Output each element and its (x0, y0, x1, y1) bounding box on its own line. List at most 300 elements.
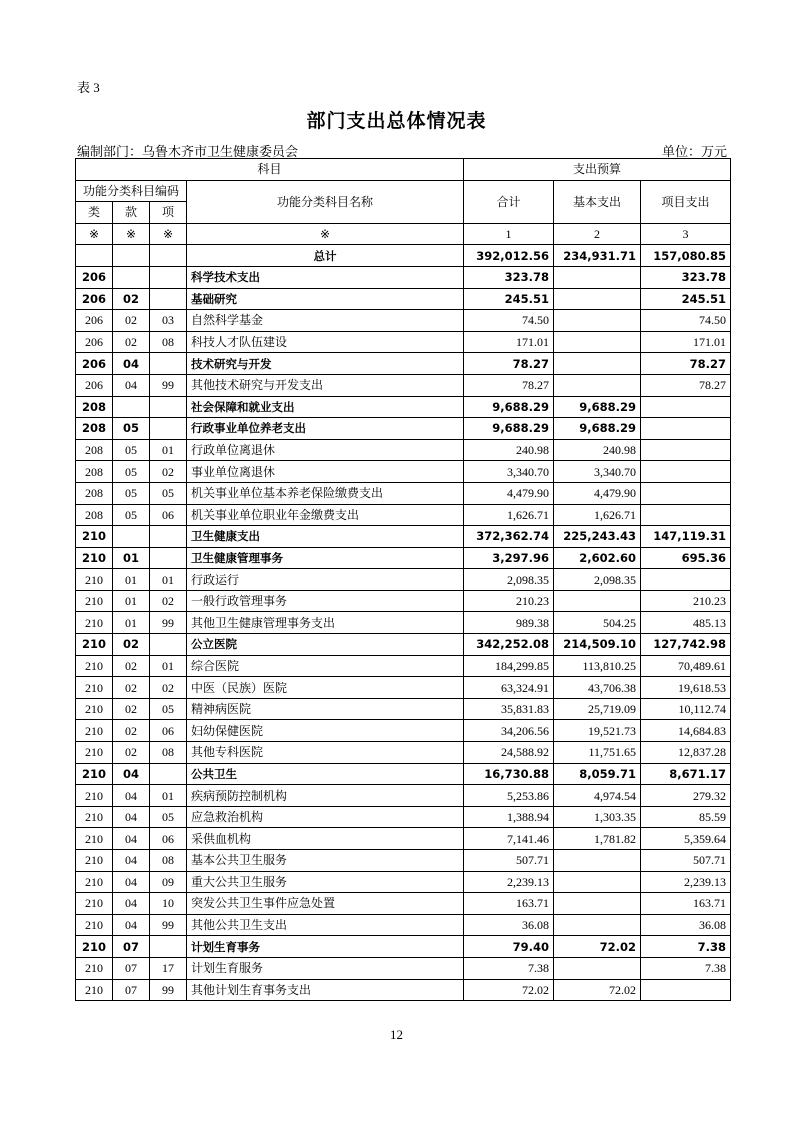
cell-project (641, 461, 731, 483)
cell-project: 74.50 (641, 310, 731, 332)
cell-total: 323.78 (464, 266, 554, 288)
cell-name: 疾病预防控制机构 (187, 785, 464, 807)
header-code-group: 功能分类科目编码 (76, 180, 187, 202)
header-kuan: 款 (113, 202, 150, 224)
total-amount: 392,012.56 (464, 245, 554, 267)
cell-lei: 210 (76, 634, 113, 656)
cell-xiang: 17 (150, 957, 187, 979)
cell-project: 323.78 (641, 266, 731, 288)
cell-lei: 210 (76, 677, 113, 699)
cell-project: 485.13 (641, 612, 731, 634)
cell-lei: 210 (76, 828, 113, 850)
table-row (76, 439, 731, 461)
header-budget: 支出预算 (464, 159, 731, 181)
cell-name: 卫生健康支出 (187, 526, 464, 548)
table-row (76, 828, 731, 850)
cell-project (641, 979, 731, 1001)
cell-kuan: 05 (113, 418, 150, 440)
cell-name: 其他卫生健康管理事务支出 (187, 612, 464, 634)
cell-name: 计划生育事务 (187, 936, 464, 958)
cell-basic: 3,340.70 (554, 461, 641, 483)
cell-name: 应急救治机构 (187, 806, 464, 828)
cell-lei: 206 (76, 374, 113, 396)
cell-total: 35,831.83 (464, 698, 554, 720)
cell-basic: 225,243.43 (554, 526, 641, 548)
cell-kuan: 04 (113, 353, 150, 375)
cell-lei: 208 (76, 418, 113, 440)
cell-name: 公共卫生 (187, 763, 464, 785)
cell-kuan: 04 (113, 763, 150, 785)
table-row (76, 504, 731, 526)
cell-project: 279.32 (641, 785, 731, 807)
cell-lei: 210 (76, 612, 113, 634)
cell-basic: 11,751.65 (554, 742, 641, 764)
table-row (76, 720, 731, 742)
cell-project: 127,742.98 (641, 634, 731, 656)
table-row (76, 310, 731, 332)
table-row (76, 979, 731, 1001)
cell-lei: 208 (76, 396, 113, 418)
table-row (76, 936, 731, 958)
cell-basic: 1,781.82 (554, 828, 641, 850)
cell-project: 36.08 (641, 914, 731, 936)
cell-total: 7.38 (464, 957, 554, 979)
cell-project: 147,119.31 (641, 526, 731, 548)
cell-total: 74.50 (464, 310, 554, 332)
cell-xiang (150, 526, 187, 548)
mark-cell: ※ (150, 223, 187, 245)
cell-project: 10,112.74 (641, 698, 731, 720)
cell-project: 12,837.28 (641, 742, 731, 764)
cell-lei: 210 (76, 871, 113, 893)
cell-basic (554, 893, 641, 915)
table-row (76, 547, 731, 569)
cell-total: 5,253.86 (464, 785, 554, 807)
cell-lei: 208 (76, 439, 113, 461)
cell-total: 2,098.35 (464, 569, 554, 591)
cell-name: 基础研究 (187, 288, 464, 310)
cell-total: 78.27 (464, 374, 554, 396)
cell-name: 中医（民族）医院 (187, 677, 464, 699)
table-row (76, 396, 731, 418)
cell-basic (554, 957, 641, 979)
cell-kuan: 01 (113, 590, 150, 612)
cell-total: 2,239.13 (464, 871, 554, 893)
cell-basic: 2,098.35 (554, 569, 641, 591)
cell-name: 行政事业单位养老支出 (187, 418, 464, 440)
cell-xiang: 08 (150, 331, 187, 353)
header-basic: 基本支出 (554, 180, 641, 223)
cell-xiang: 05 (150, 698, 187, 720)
cell-lei: 206 (76, 266, 113, 288)
cell-kuan: 02 (113, 677, 150, 699)
cell-total: 342,252.08 (464, 634, 554, 656)
cell-name: 社会保障和就业支出 (187, 396, 464, 418)
cell-total: 34,206.56 (464, 720, 554, 742)
table-row (76, 785, 731, 807)
cell-project: 19,618.53 (641, 677, 731, 699)
cell-kuan: 04 (113, 893, 150, 915)
cell-total: 3,340.70 (464, 461, 554, 483)
cell-lei: 208 (76, 461, 113, 483)
page-number: 12 (390, 1027, 403, 1042)
cell-basic: 4,974.54 (554, 785, 641, 807)
cell-xiang (150, 396, 187, 418)
mark-cell: ※ (76, 223, 113, 245)
cell-total: 79.40 (464, 936, 554, 958)
cell-xiang (150, 547, 187, 569)
cell-kuan: 01 (113, 547, 150, 569)
cell-kuan: 07 (113, 936, 150, 958)
cell-project: 695.36 (641, 547, 731, 569)
cell-lei: 206 (76, 310, 113, 332)
cell-project (641, 418, 731, 440)
col-index-3: 3 (641, 223, 731, 245)
table-tag: 表 3 (77, 80, 100, 95)
expenditure-table (75, 158, 731, 1001)
cell-total: 184,299.85 (464, 655, 554, 677)
cell-kuan (113, 526, 150, 548)
cell-name: 机关事业单位基本养老保险缴费支出 (187, 482, 464, 504)
cell-basic: 9,688.29 (554, 418, 641, 440)
mark-cell: ※ (113, 223, 150, 245)
cell-kuan (113, 266, 150, 288)
cell-name: 技术研究与开发 (187, 353, 464, 375)
cell-name: 计划生育服务 (187, 957, 464, 979)
cell-xiang (150, 936, 187, 958)
cell-total: 9,688.29 (464, 418, 554, 440)
cell-project: 163.71 (641, 893, 731, 915)
cell-xiang: 02 (150, 677, 187, 699)
cell-lei: 206 (76, 288, 113, 310)
cell-kuan: 02 (113, 742, 150, 764)
cell-lei: 210 (76, 763, 113, 785)
cell-lei: 210 (76, 850, 113, 872)
cell-lei: 210 (76, 742, 113, 764)
cell-xiang: 05 (150, 482, 187, 504)
cell-basic: 43,706.38 (554, 677, 641, 699)
cell-name: 基本公共卫生服务 (187, 850, 464, 872)
cell-lei: 210 (76, 914, 113, 936)
table-row (76, 655, 731, 677)
cell-kuan: 05 (113, 504, 150, 526)
cell-basic (554, 310, 641, 332)
total-project: 157,080.85 (641, 245, 731, 267)
unit-label: 单位：万元 (661, 144, 727, 159)
table-row (76, 374, 731, 396)
cell-lei: 210 (76, 806, 113, 828)
table-row (76, 914, 731, 936)
cell-total: 210.23 (464, 590, 554, 612)
cell-total: 163.71 (464, 893, 554, 915)
page-title: 部门支出总体情况表 (306, 110, 487, 132)
mark-cell: ※ (187, 223, 464, 245)
cell-lei: 210 (76, 720, 113, 742)
cell-xiang (150, 763, 187, 785)
cell-project: 5,359.64 (641, 828, 731, 850)
cell-name: 采供血机构 (187, 828, 464, 850)
cell-name: 其他计划生育事务支出 (187, 979, 464, 1001)
cell-basic (554, 288, 641, 310)
department-label: 编制部门：乌鲁木齐市卫生健康委员会 (77, 144, 299, 159)
cell-total: 4,479.90 (464, 482, 554, 504)
cell-project: 2,239.13 (641, 871, 731, 893)
cell-xiang: 08 (150, 742, 187, 764)
cell-xiang: 10 (150, 893, 187, 915)
cell-name: 卫生健康管理事务 (187, 547, 464, 569)
cell-kuan: 07 (113, 957, 150, 979)
table-row (76, 806, 731, 828)
cell-basic: 25,719.09 (554, 698, 641, 720)
cell-kuan: 01 (113, 569, 150, 591)
cell-total: 63,324.91 (464, 677, 554, 699)
cell-kuan (113, 396, 150, 418)
cell-name: 行政运行 (187, 569, 464, 591)
header-project: 项目支出 (641, 180, 731, 223)
cell-total: 16,730.88 (464, 763, 554, 785)
cell-lei: 210 (76, 526, 113, 548)
cell-kuan: 01 (113, 612, 150, 634)
cell-total: 171.01 (464, 331, 554, 353)
table-row (76, 957, 731, 979)
table-row (76, 526, 731, 548)
cell-basic: 72.02 (554, 979, 641, 1001)
cell-name: 自然科学基金 (187, 310, 464, 332)
cell-total: 245.51 (464, 288, 554, 310)
cell-xiang: 99 (150, 612, 187, 634)
cell-total: 507.71 (464, 850, 554, 872)
cell-kuan: 07 (113, 979, 150, 1001)
header-total: 合计 (464, 180, 554, 223)
cell-kuan: 04 (113, 871, 150, 893)
cell-lei: 210 (76, 590, 113, 612)
cell-kuan: 04 (113, 914, 150, 936)
cell-xiang (150, 418, 187, 440)
cell-name: 机关事业单位职业年金缴费支出 (187, 504, 464, 526)
cell-name: 一般行政管理事务 (187, 590, 464, 612)
cell-lei: 210 (76, 957, 113, 979)
cell-xiang (150, 634, 187, 656)
cell-xiang: 02 (150, 461, 187, 483)
cell-name: 突发公共卫生事件应急处置 (187, 893, 464, 915)
cell-basic (554, 331, 641, 353)
cell-project: 78.27 (641, 374, 731, 396)
table-row (76, 698, 731, 720)
cell-basic (554, 374, 641, 396)
cell-project: 85.59 (641, 806, 731, 828)
table-row (76, 331, 731, 353)
cell-kuan: 04 (113, 374, 150, 396)
cell-xiang: 06 (150, 504, 187, 526)
cell-lei: 206 (76, 331, 113, 353)
cell-lei: 208 (76, 504, 113, 526)
cell-kuan: 04 (113, 785, 150, 807)
table-row (76, 569, 731, 591)
cell-basic (554, 871, 641, 893)
cell-lei: 210 (76, 547, 113, 569)
cell-total: 24,588.92 (464, 742, 554, 764)
cell-xiang: 99 (150, 374, 187, 396)
cell-name: 事业单位离退休 (187, 461, 464, 483)
cell-total: 72.02 (464, 979, 554, 1001)
cell-kuan: 02 (113, 634, 150, 656)
cell-xiang (150, 288, 187, 310)
cell-total: 78.27 (464, 353, 554, 375)
cell-basic: 72.02 (554, 936, 641, 958)
table-row (76, 677, 731, 699)
cell-xiang: 99 (150, 914, 187, 936)
table-row (76, 612, 731, 634)
cell-project: 245.51 (641, 288, 731, 310)
cell-project (641, 569, 731, 591)
cell-total: 1,626.71 (464, 504, 554, 526)
cell-lei: 210 (76, 569, 113, 591)
cell-project: 210.23 (641, 590, 731, 612)
cell-xiang: 01 (150, 569, 187, 591)
cell-xiang: 06 (150, 720, 187, 742)
cell-basic: 214,509.10 (554, 634, 641, 656)
col-index-2: 2 (554, 223, 641, 245)
cell-project: 70,489.61 (641, 655, 731, 677)
cell-total: 7,141.46 (464, 828, 554, 850)
cell-name: 重大公共卫生服务 (187, 871, 464, 893)
cell-lei: 210 (76, 936, 113, 958)
cell-xiang: 01 (150, 785, 187, 807)
total-label: 总计 (187, 245, 464, 267)
table-row (76, 850, 731, 872)
cell-lei: 210 (76, 698, 113, 720)
cell-project: 14,684.83 (641, 720, 731, 742)
col-index-1: 1 (464, 223, 554, 245)
cell-basic: 9,688.29 (554, 396, 641, 418)
table-row (76, 634, 731, 656)
cell-name: 其他专科医院 (187, 742, 464, 764)
cell-lei: 210 (76, 655, 113, 677)
total-row (76, 245, 731, 267)
cell-project: 7.38 (641, 936, 731, 958)
cell-total: 36.08 (464, 914, 554, 936)
cell-xiang (150, 266, 187, 288)
cell-xiang: 09 (150, 871, 187, 893)
cell-project: 171.01 (641, 331, 731, 353)
cell-xiang: 03 (150, 310, 187, 332)
table-row (76, 353, 731, 375)
table-row (76, 871, 731, 893)
cell-name: 其他技术研究与开发支出 (187, 374, 464, 396)
cell-basic: 113,810.25 (554, 655, 641, 677)
cell-project (641, 482, 731, 504)
cell-total: 240.98 (464, 439, 554, 461)
cell-basic: 8,059.71 (554, 763, 641, 785)
cell-name: 综合医院 (187, 655, 464, 677)
total-basic: 234,931.71 (554, 245, 641, 267)
cell-kuan: 02 (113, 331, 150, 353)
table-row (76, 482, 731, 504)
cell-kuan: 04 (113, 806, 150, 828)
cell-kuan: 02 (113, 698, 150, 720)
cell-basic (554, 353, 641, 375)
cell-kuan: 04 (113, 850, 150, 872)
cell-lei: 208 (76, 482, 113, 504)
cell-project: 7.38 (641, 957, 731, 979)
cell-total: 9,688.29 (464, 396, 554, 418)
cell-name: 科学技术支出 (187, 266, 464, 288)
cell-name: 科技人才队伍建设 (187, 331, 464, 353)
header-lei: 类 (76, 202, 113, 224)
cell-basic: 4,479.90 (554, 482, 641, 504)
cell-xiang: 02 (150, 590, 187, 612)
cell-name: 行政单位离退休 (187, 439, 464, 461)
cell-name: 妇幼保健医院 (187, 720, 464, 742)
cell-kuan: 05 (113, 482, 150, 504)
cell-basic: 1,626.71 (554, 504, 641, 526)
cell-total: 989.38 (464, 612, 554, 634)
cell-lei: 210 (76, 893, 113, 915)
cell-xiang: 01 (150, 439, 187, 461)
cell-name: 公立医院 (187, 634, 464, 656)
cell-kuan: 05 (113, 461, 150, 483)
cell-kuan: 02 (113, 288, 150, 310)
cell-basic (554, 850, 641, 872)
cell-basic: 19,521.73 (554, 720, 641, 742)
cell-kuan: 04 (113, 828, 150, 850)
header-xiang: 项 (150, 202, 187, 224)
cell-basic (554, 914, 641, 936)
cell-name: 精神病医院 (187, 698, 464, 720)
table-row (76, 288, 731, 310)
cell-kuan: 02 (113, 655, 150, 677)
table-row (76, 763, 731, 785)
table-row (76, 461, 731, 483)
cell-xiang: 99 (150, 979, 187, 1001)
cell-xiang (150, 353, 187, 375)
cell-project (641, 504, 731, 526)
cell-lei: 206 (76, 353, 113, 375)
cell-project: 8,671.17 (641, 763, 731, 785)
header-name: 功能分类科目名称 (187, 180, 464, 223)
cell-lei: 210 (76, 785, 113, 807)
cell-total: 3,297.96 (464, 547, 554, 569)
cell-kuan: 02 (113, 310, 150, 332)
cell-name: 其他公共卫生支出 (187, 914, 464, 936)
table-row (76, 590, 731, 612)
cell-basic: 240.98 (554, 439, 641, 461)
cell-xiang: 08 (150, 850, 187, 872)
cell-basic (554, 590, 641, 612)
cell-xiang: 01 (150, 655, 187, 677)
cell-kuan: 05 (113, 439, 150, 461)
table-row (76, 893, 731, 915)
cell-xiang: 05 (150, 806, 187, 828)
cell-kuan: 02 (113, 720, 150, 742)
cell-project: 78.27 (641, 353, 731, 375)
cell-total: 1,388.94 (464, 806, 554, 828)
header-subject: 科目 (76, 159, 464, 181)
cell-xiang: 06 (150, 828, 187, 850)
cell-basic: 2,602.60 (554, 547, 641, 569)
table-row (76, 742, 731, 764)
cell-total: 372,362.74 (464, 526, 554, 548)
cell-basic: 1,303.35 (554, 806, 641, 828)
cell-basic (554, 266, 641, 288)
cell-project (641, 439, 731, 461)
cell-lei: 210 (76, 979, 113, 1001)
cell-project: 507.71 (641, 850, 731, 872)
table-row (76, 418, 731, 440)
table-row (76, 266, 731, 288)
cell-project (641, 396, 731, 418)
cell-basic: 504.25 (554, 612, 641, 634)
